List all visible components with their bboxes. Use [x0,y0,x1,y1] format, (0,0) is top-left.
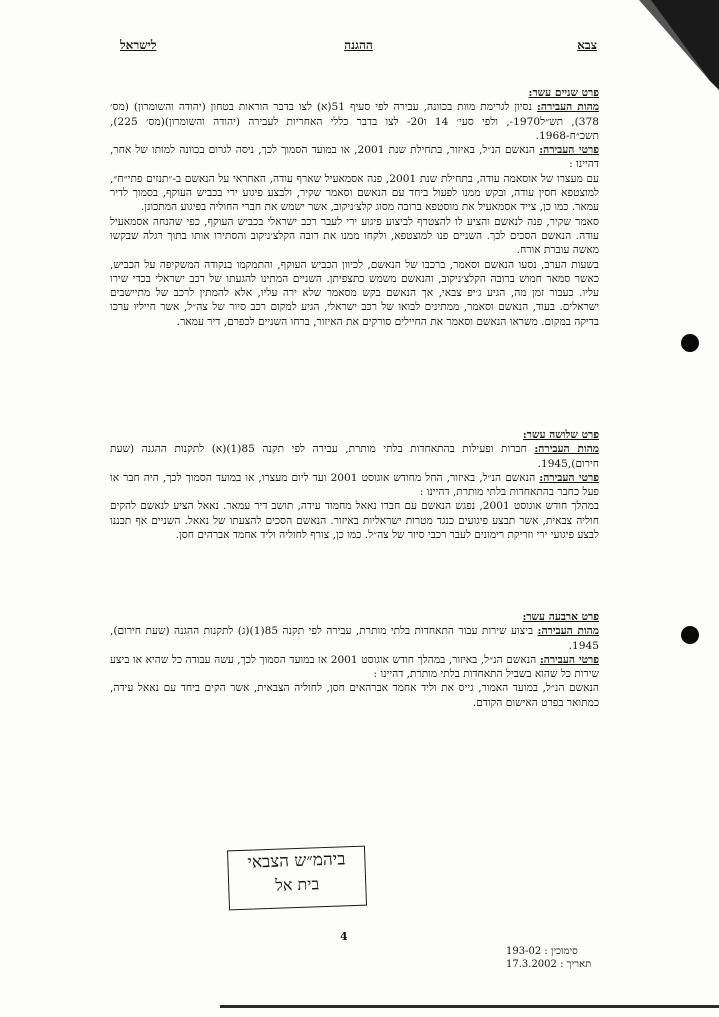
count-title: פרט ארבעה עשר: [522,611,599,623]
document-date: תאריך : 17.3.2002 [506,959,592,970]
offence-label: מהות העבירה: [534,443,599,456]
details-text: הנאשם הנ״ל, באיזור, במהלך חודש אוגוסט 2001 או במועד הסמוך לכך, עשה עבודה כל שהיא או ביצע שירות כל שהוא בשביל התאחדות בלתי מותרת, דהיינו : [110,653,599,681]
offence-label: מהות העבירה: [537,625,600,638]
binder-hole-mark [681,334,699,352]
details-label: פרטי העבירה: [539,471,599,484]
offence-nature [110,442,599,471]
count-title: פרט שלושה עשר: [522,429,599,441]
details-text: הנאשם הנ״ל, באיזור, בתחילת שנת 2001, או במועד הסמוך לכך, ניסה לגרום בכוונה למותו של אחר, דהיינו : [110,144,599,171]
count-thirteen [110,428,599,542]
stamp-line-court: ביהמ״ש הצבאי [247,849,346,873]
page-number: 4 [340,930,348,943]
offence-nature [110,624,599,653]
offence-details [110,143,599,172]
offence-nature [110,100,599,143]
count-fourteen [110,610,599,710]
case-reference: סימוכין : 193-02 [506,946,578,957]
offence-text: נסיון לגרימת מוות בכוונה, עבירה לפי סעיף 51(א) לצו בדבר הוראות בטחון (יהודה והשומרון) (מס׳ 378), תש״ל1970-, ולפי סעי׳ 14 ו20- לצו בדבר כללי האחריות לעבירה (יהודה והשומרון)(מס׳ 225), תשכ״ח-1968. [110,101,600,142]
scan-corner-artifact-icon [639,0,719,90]
count-title: פרט שניים עשר: [528,87,599,99]
paragraph: בשעות הערב, נסעו הנאשם וסאמר, ברכבו של הנאשם, לכיוון הכביש העוקף, והתמקמו בנקודה המשקיפה על הכביש, כאשר סמאר חמוש ברובה הקלצ׳ניקוב, והנאשם משמש כתצפיתן. השניים המתינו להגעתו של רכב ישראלי בכדי שירו עליו. כעבור זמן מה, הגיע ג׳יפ צבאי, אך הנאשם בקש מסאמר שלא ירה עליו, אלא להמתין לרכב של מתיישבים ישראלים. בעוד, הנאשם וסאמר, ממתינים לבואו של רכב ישראלי, הגיע למקום רכב סיור של צה״ל, אשר חייליו ערכו בדיקה במקום. משראו הנאשם וסאמר את החיילים סורקים את האיזור, ברחו השניים לכפרם, דיר עמאר. [110,258,599,328]
letterhead-right: צבא [577,38,597,52]
paragraph: הנאשם הנ״ל, במועד האמור, גייס את וליד אחמד אברהאים חסן, לחוליה הצבאית, אשר הקים ביחד עם נאאל עידה, כמתואר בפרט האישום הקודם. [110,682,599,709]
offence-details [110,653,599,682]
details-label: פרטי העבירה: [539,144,599,157]
letterhead-left: לישראל [120,38,157,52]
letterhead-center: ההגנה [344,38,373,52]
stamp-line-location: בית אל [274,874,320,895]
court-stamp [227,846,367,911]
paragraph: במהלך חודש אוגוסט 2001, נפגש הנאשם עם חברו נאאל מחמוד עידה, תושב דיר עמאר. נאאל הציע לנאשם להקים חוליה צבאית, אשר תבצע פיגועים כנגד מטרות ישראליות באיזור. הנאשם הסכים להצעתו של נאאל. השניים אף תכננו לבצע פיגועי ירי וזריקת רימונים לעבר רכבי סיור של צה״ל. כמו כן, צורף לחוליה וליד אחמד אברהים חסן. [110,500,599,542]
details-label: פרטי העבירה: [539,653,600,666]
details-text: הנאשם הנ״ל, באיזור, החל מחודש אוגוסט 2001 ועד ליום מעצרו, או במועד הסמוך לכך, היה חבר או פעל כחבר בהתאחדות בלתי מותרת, דהיינו : [110,471,599,499]
binder-hole-mark [681,626,699,644]
count-twelve [110,86,599,329]
offence-text: חברות ופעילות בהתאחדות בלתי מותרת, עבירה לפי תקנה 85(1)(א) לתקנות ההגנה (שעת חירום),1945. [110,443,599,470]
paragraph: סאמר שקיר, פנה לנאשם והציע לו להצטרף לביצוע פיגוע ירי לעבר רכב ישראלי בכביש העוקף, כפי שהנחה אסמאעיל עודה. הנאשם הסכים לכך. השניים פנו למוצטפא, ולקחו ממנו את רובה הקלצ׳ניקוב והסתירו אותו בתוך רגלה שבקשו מאשה עוברת אורח. [110,215,599,257]
letterhead [120,38,597,58]
scan-edge-line [220,1005,719,1008]
paragraph: עם מעצרו של אוסאמה עודה, בתחילת שנת 2001, פנה אסמאעיל שארף עודה, האחראי על הנאשם ב-״תנזים פתי״ח״, למוצטפא חסין עודה, ובקש ממנו לפעול ביחד עם הנאשם וסאמר שקיר, ולבצע פיגוע ירי בכביש העוקף, בסמוך לדיר עמאר. כמו כן, צייד אסמאעיל את מוסטפא ברובה מסוג קלצ׳ניקוב, אשר ישמש את חברי החוליה בפיגוע המתכונן. [110,172,599,214]
offence-text: ביצוע שירות עבור התאחדות בלתי מותרת, עבירה לפי תקנה 85(1)(ג) לתקנות ההגנה (שעת חירום), 1945. [110,625,599,652]
offence-label: מהות העבירה: [536,101,599,114]
offence-details [110,471,599,500]
